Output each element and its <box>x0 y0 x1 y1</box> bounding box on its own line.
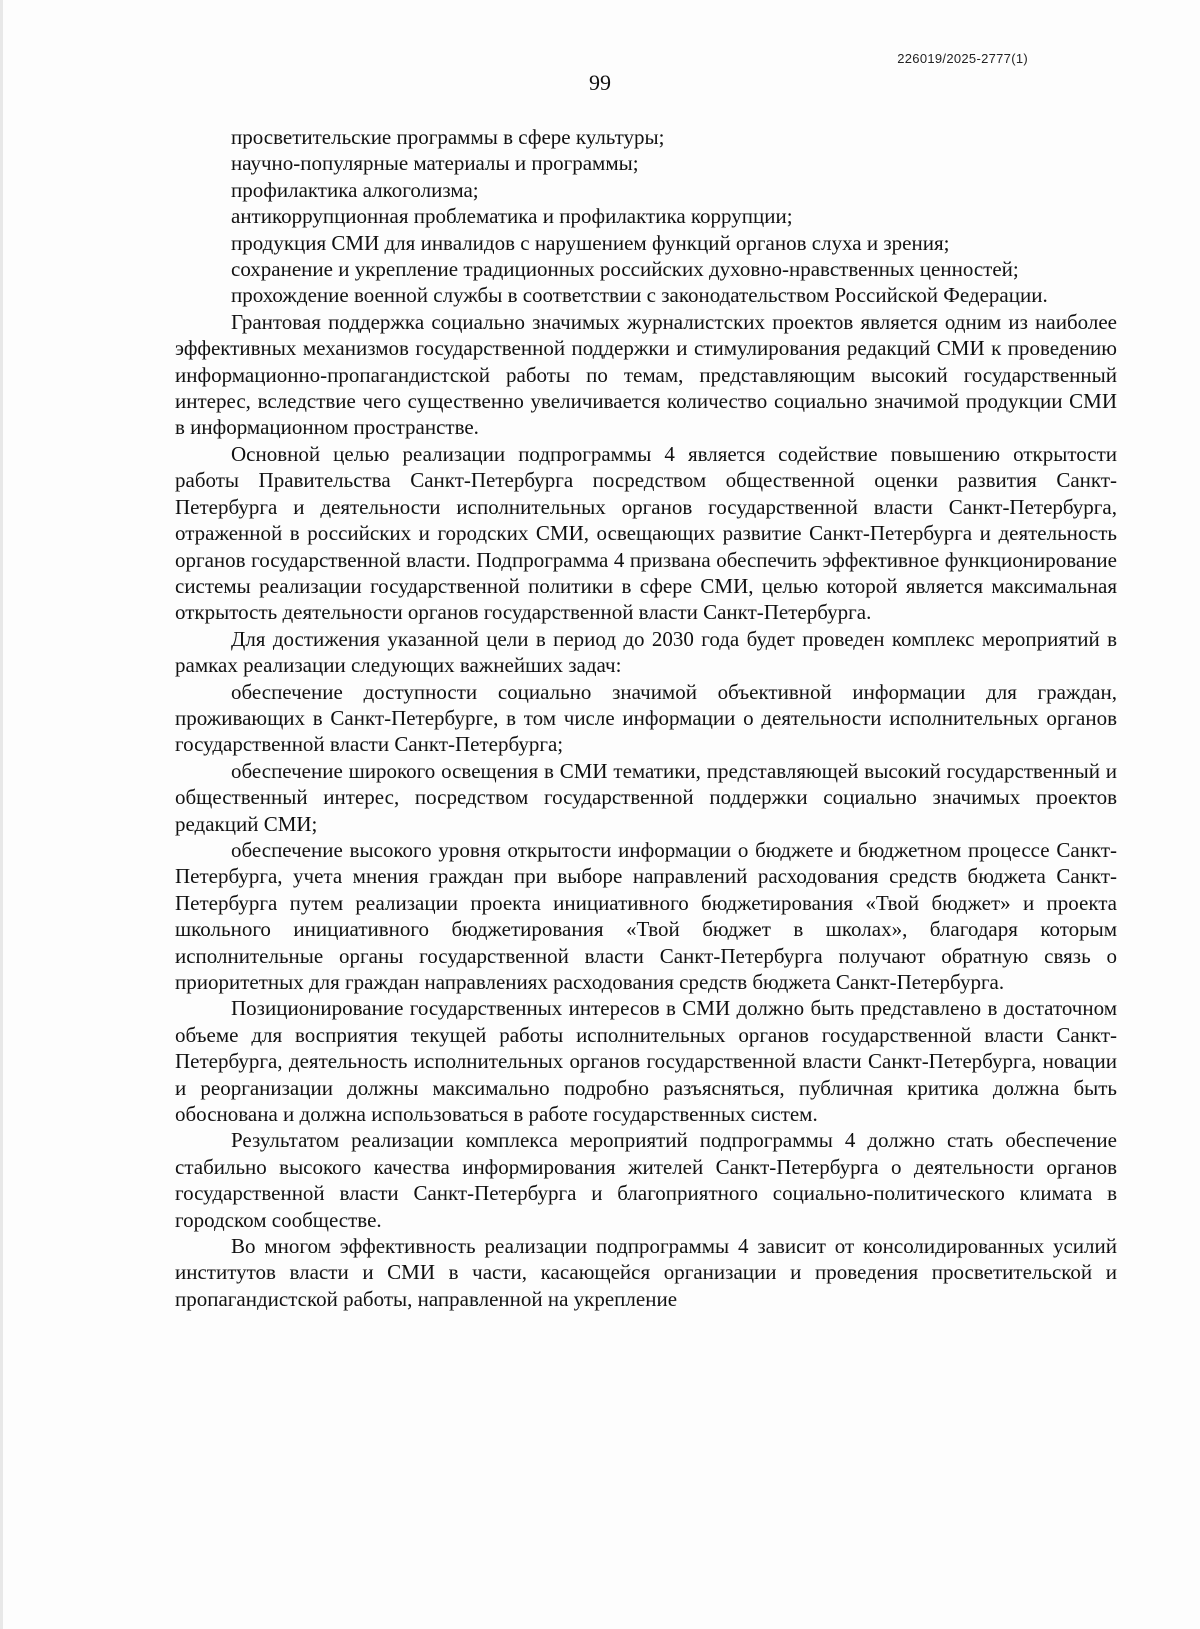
paragraph: профилактика алкоголизма; <box>231 177 479 202</box>
paragraph: Основной целью реализации подпрограммы 4 является содействие повышению открытости работы Правительства Санкт-Петербурга посредством общественной оценки развития Санкт-Петербурга и деятельности исполнительных органов государственной власти Санкт-Петербурга, отраженной в российских и городских СМИ, освещающих развитие Санкт-Петербурга и деятельность органов государственной власти. Подпрограмма 4 призвана обеспечить эффективное функционирование системы реализации государственной политики в сфере СМИ, целью которой является максимальная открытость деятельности органов государственной власти Санкт-Петербурга. <box>175 441 1117 625</box>
paragraph: обеспечение широкого освещения в СМИ тематики, представляющей высокий государственный и общественный интерес, посредством государственной поддержки социально значимых проектов редакций СМИ; <box>175 758 1117 836</box>
paragraph: антикоррупционная проблематика и профилактика коррупции; <box>231 204 793 229</box>
scan-edge <box>0 0 3 1629</box>
paragraph: обеспечение доступности социально значимой объективной информации для граждан, проживающих в Санкт-Петербурге, в том числе информации о деятельности исполнительных органов государственной власти Санкт-Петербурга; <box>175 679 1117 757</box>
paragraph: Для достижения указанной цели в период до 2030 года будет проведен комплекс мероприятий в рамках реализации следующих важнейших задач: <box>175 626 1117 678</box>
paragraph: сохранение и укрепление традиционных российских духовно-нравственных ценностей; <box>231 257 1019 282</box>
paragraph: Результатом реализации комплекса мероприятий подпрограммы 4 должно стать обеспечение стабильно высокого качества информирования жителей Санкт-Петербурга о деятельности органов государственной власти Санкт-Петербурга и благоприятного социально-политического климата в городском сообществе. <box>175 1128 1117 1232</box>
registration-number: 226019/2025-2777(1) <box>897 51 1028 66</box>
document-body <box>175 124 1117 1312</box>
paragraph: просветительские программы в сфере культуры; <box>231 125 665 149</box>
paragraph: Во многом эффективность реализации подпрограммы 4 зависит от консолидированных усилий институтов власти и СМИ в части, касающейся организации и проведения просветительской и пропагандистской работы, направленной на укрепление <box>175 1234 1117 1311</box>
paragraph: Грантовая поддержка социально значимых журналистских проектов является одним из наиболее эффективных механизмов государственной поддержки и стимулирования редакций СМИ к проведению информационно-пропагандистской работы по темам, представляющим высокий государственный интерес, вследствие чего существенно увеличивается количество социально значимой продукции СМИ в информационном пространстве. <box>175 309 1117 440</box>
page-number: 99 <box>589 70 611 95</box>
paragraph: Позиционирование государственных интересов в СМИ должно быть представлено в достаточном объеме для восприятия текущей работы исполнительных органов государственной власти Санкт-Петербурга, деятельность исполнительных органов государственной власти Санкт-Петербурга, новации и реорганизации должны максимально подробно разъясняться, публичная критика должна быть обоснована и должна использоваться в работе государственных систем. <box>175 996 1117 1127</box>
paragraph: обеспечение высокого уровня открытости информации о бюджете и бюджетном процессе Санкт-Петербурга, учета мнения граждан при выборе направлений расходования средств бюджета Санкт-Петербурга путем реализации проекта инициативного бюджетирования «Твой бюджет» и проекта школьного инициативного бюджетирования «Твой бюджет в школах», благодаря которым исполнительные органы государственной власти Санкт-Петербурга получают обратную связь о приоритетных для граждан направлениях расходования средств бюджета Санкт-Петербурга. <box>175 837 1117 994</box>
paragraph: научно-популярные материалы и программы; <box>231 151 639 176</box>
paragraph: прохождение военной службы в соответствии с законодательством Российской Федерации. <box>231 283 1048 308</box>
paragraph: продукция СМИ для инвалидов с нарушением функций органов слуха и зрения; <box>231 230 950 255</box>
